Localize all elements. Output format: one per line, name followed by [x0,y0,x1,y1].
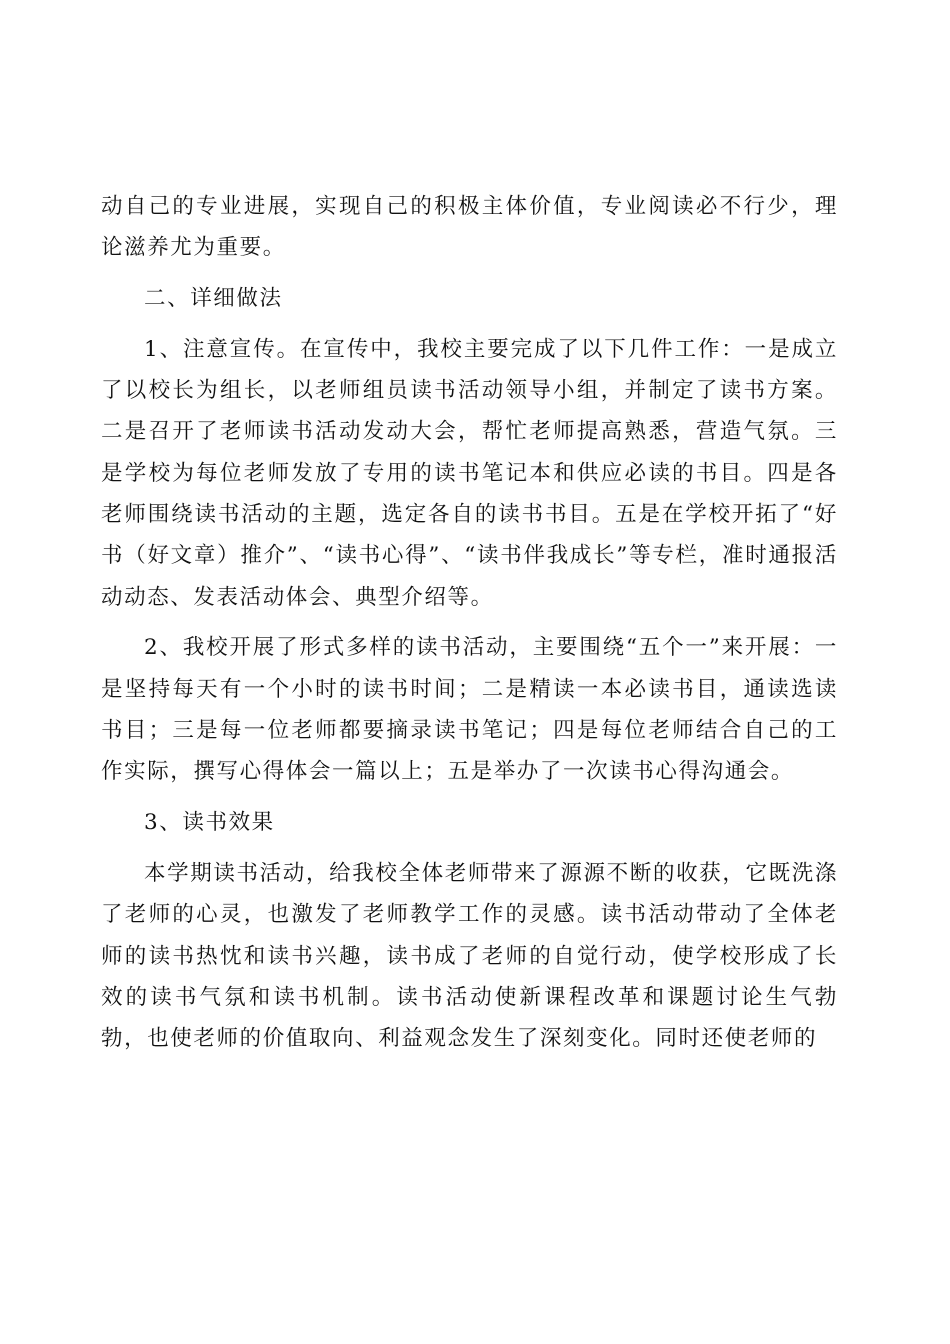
body-paragraph: 2、我校开展了形式多样的读书活动，主要围绕“五个一”来开展：一是坚持每天有一个小时的读书时间；二是精读一本必读书目，通读选读书目；三是每一位老师都要摘录读书笔记；四是每位老师结合自己的工作实际，撰写心得体会一篇以上；五是举办了一次读书心得沟通会。 [101,635,838,785]
section-heading: 二、详细做法 [144,286,283,312]
document-body [101,186,838,1059]
body-paragraph: 1、注意宣传。在宣传中，我校主要完成了以下几件工作：一是成立了以校长为组长，以老师组员读书活动领导小组，并制定了读书方案。二是召开了老师读书活动发动大会，帮忙老师提高熟悉，营造气氛。三是学校为每位老师发放了专用的读书笔记本和供应必读的书目。四是各老师围绕读书活动的主题，选定各自的读书书目。五是在学校开拓了“好书（好文章）推介”、“读书心得”、“读书伴我成长”等专栏，准时通报活动动态、发表活动体会、典型介绍等。 [101,336,838,610]
section-heading: 3、读书效果 [144,810,275,836]
body-paragraph: 本学期读书活动，给我校全体老师带来了源源不断的收获，它既洗涤了老师的心灵，也激发了老师教学工作的灵感。读书活动带动了全体老师的读书热忱和读书兴趣，读书成了老师的自觉行动，使学校形成了长效的读书气氛和读书机制。读书活动使新课程改革和课题讨论生气勃勃，也使老师的价值取向、利益观念发生了深刻变化。同时还使老师的 [101,860,838,1052]
body-paragraph: 动自己的专业进展，实现自己的积极主体价值，专业阅读必不行少，理论滋养尤为重要。 [101,194,838,261]
